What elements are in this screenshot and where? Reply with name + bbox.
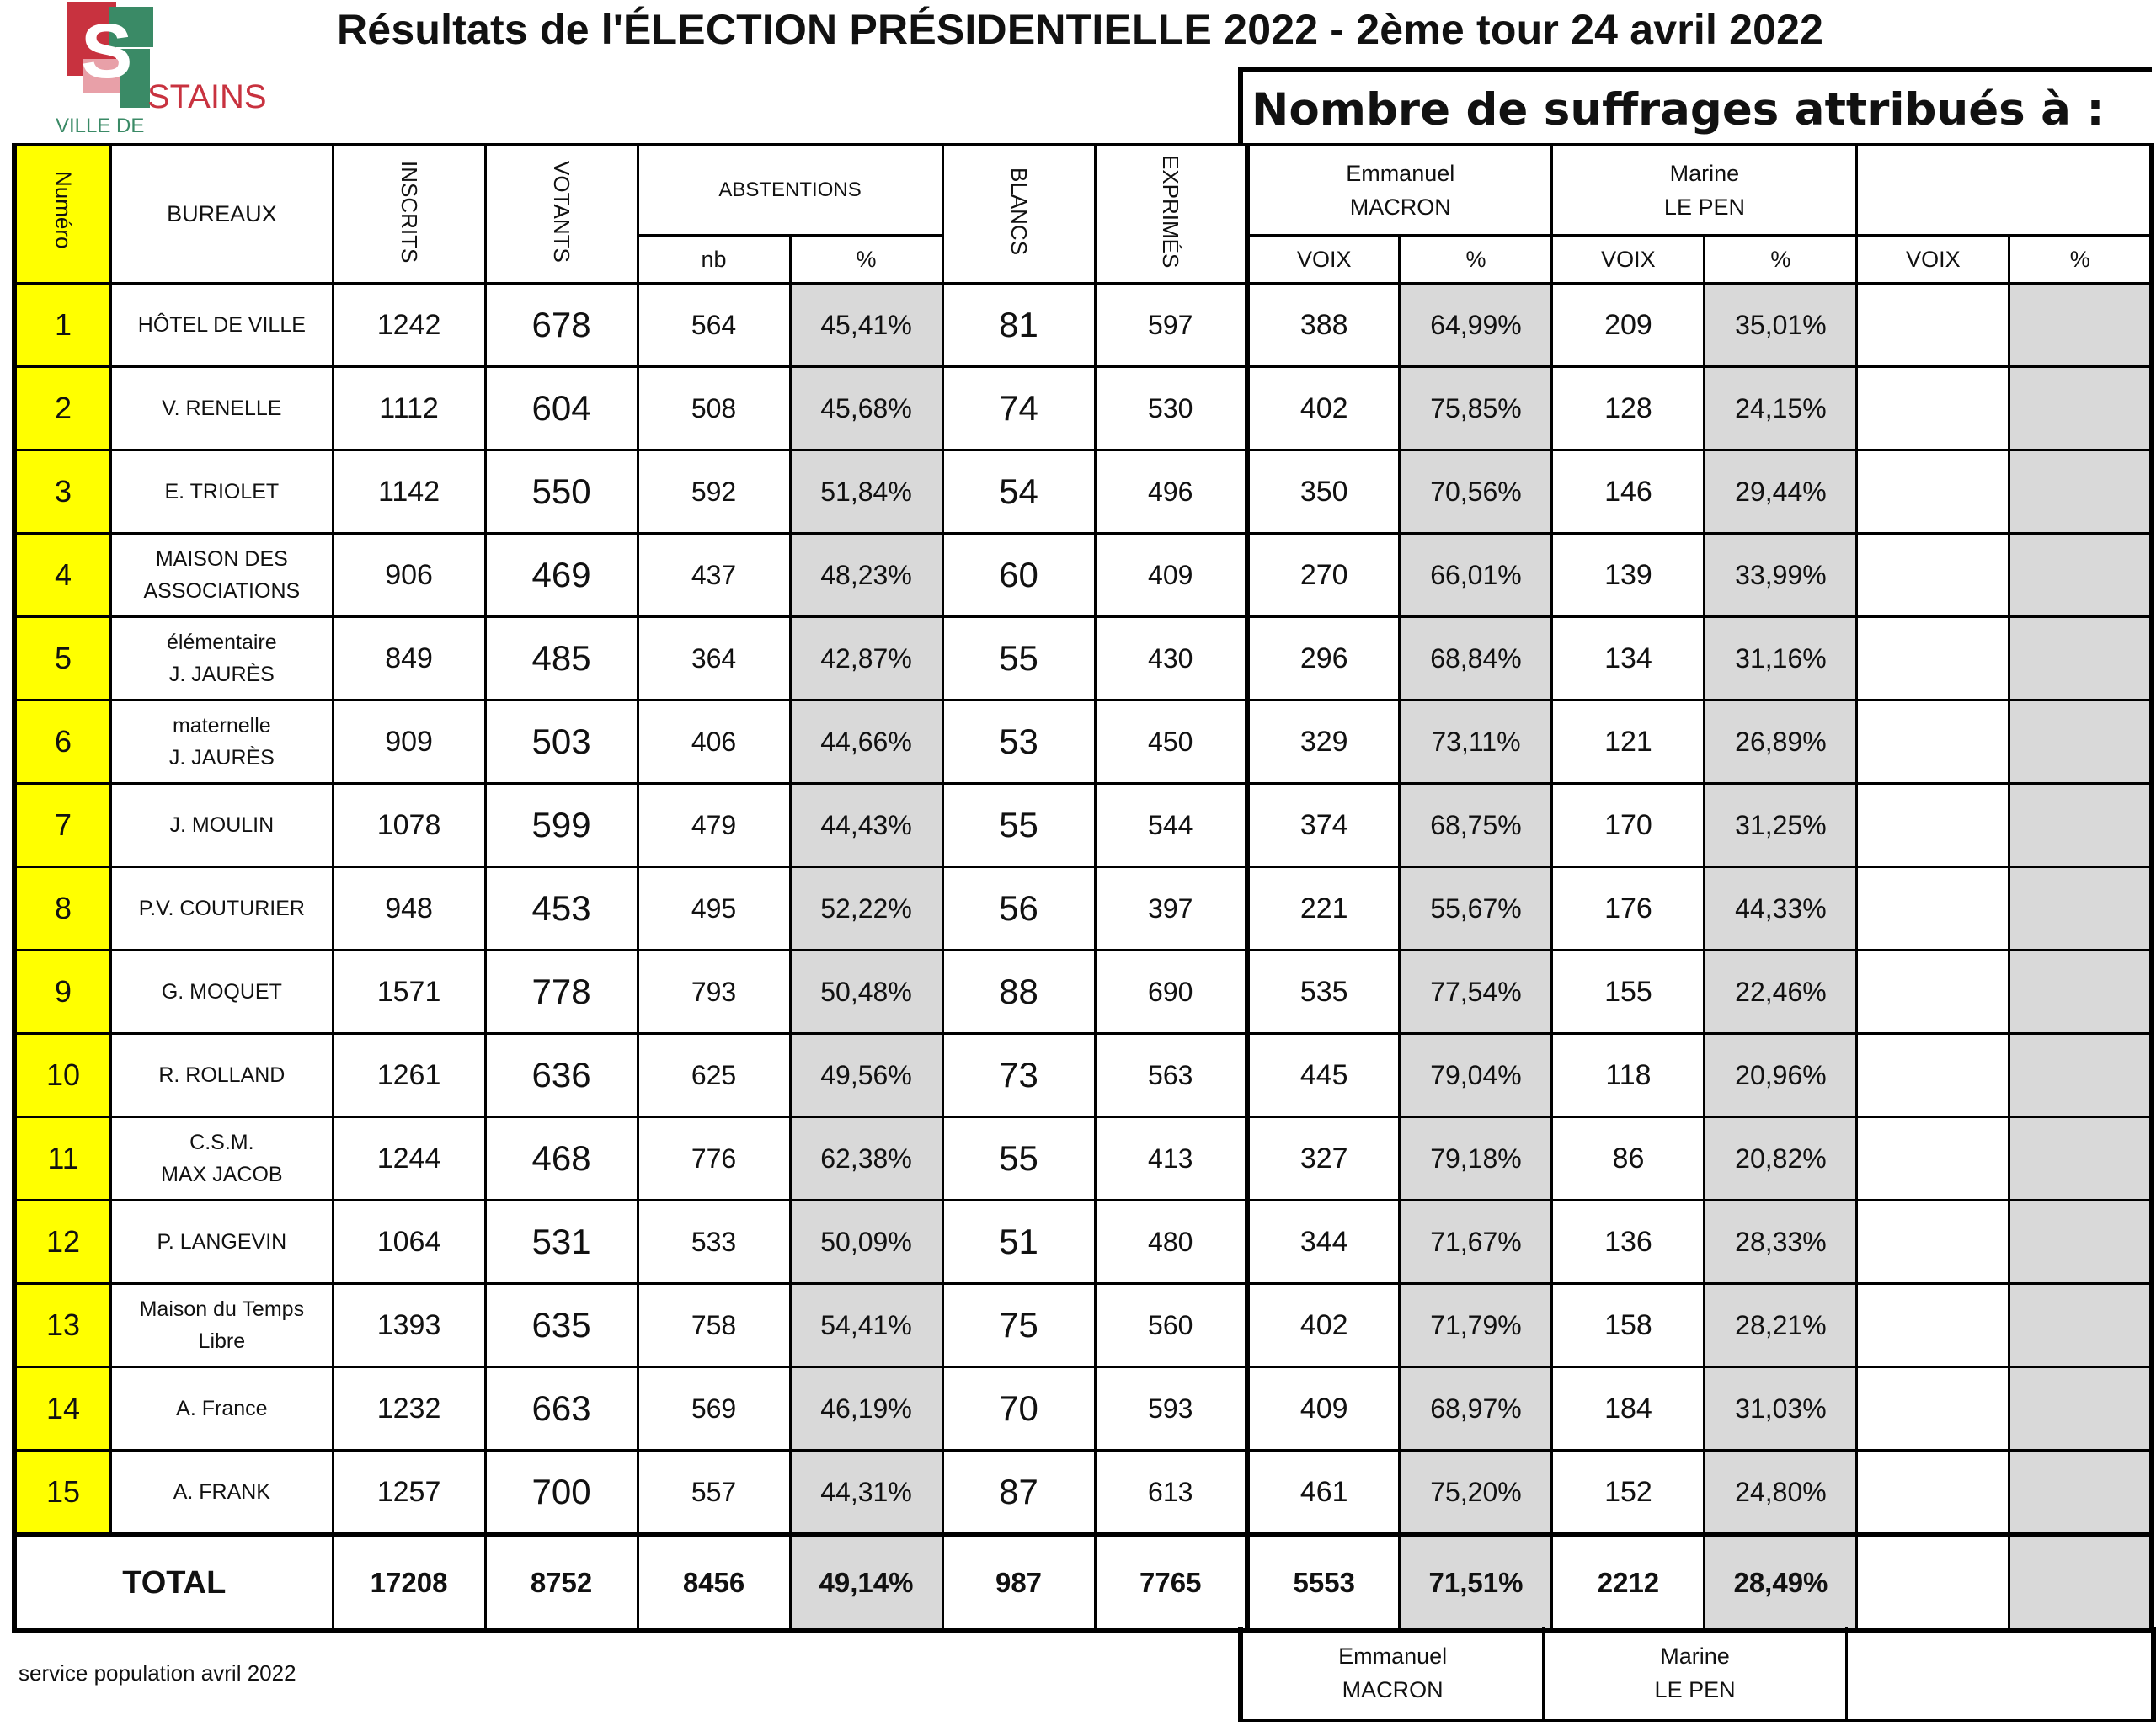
- c2-voix-value: 152: [1552, 1451, 1705, 1536]
- total-label: TOTAL: [14, 1535, 333, 1631]
- c1-pct-value: 77,54%: [1400, 951, 1552, 1034]
- abstentions-pct-value: 48,23%: [790, 534, 942, 617]
- c1-voix-value: 350: [1247, 450, 1400, 534]
- table-row: [14, 1117, 2152, 1201]
- total-c3-pct: [2009, 1535, 2152, 1631]
- inscrits-value: 1232: [333, 1367, 485, 1451]
- abstentions-pct-value: 50,48%: [790, 951, 942, 1034]
- bureau-line-1: R. ROLLAND: [158, 1063, 286, 1087]
- c3-pct-value: [2009, 1201, 2152, 1284]
- stains-logo: [51, 0, 286, 139]
- c3-pct-value: [2009, 867, 2152, 951]
- blancs-value: 55: [942, 1117, 1095, 1201]
- votants-value: 599: [485, 784, 638, 867]
- row-number: 14: [14, 1367, 111, 1451]
- c2-voix-value: 209: [1552, 284, 1705, 367]
- header-abs-nb: nb: [638, 236, 790, 284]
- bureau-line-1: G. MOQUET: [161, 980, 282, 1004]
- c2-pct-value: 24,80%: [1705, 1451, 1857, 1536]
- row-number: 1: [14, 284, 111, 367]
- total-votants: 8752: [485, 1535, 638, 1631]
- abstentions-nb-value: 793: [638, 951, 790, 1034]
- exprimes-value: 613: [1095, 1451, 1247, 1536]
- bureau-name: [111, 784, 333, 867]
- exprimes-value: 690: [1095, 951, 1247, 1034]
- c1-pct-value: 79,18%: [1400, 1117, 1552, 1201]
- table-row: [14, 617, 2152, 701]
- abstentions-nb-value: 592: [638, 450, 790, 534]
- table-row: [14, 784, 2152, 867]
- table-row: [14, 534, 2152, 617]
- abstentions-nb-value: 758: [638, 1284, 790, 1367]
- c3-voix-value: [1857, 784, 2009, 867]
- inscrits-value: 1261: [333, 1034, 485, 1117]
- header-numero: Numéro: [14, 145, 111, 284]
- total-c3-voix: [1857, 1535, 2009, 1631]
- c2-pct-value: 20,96%: [1705, 1034, 1857, 1117]
- exprimes-value: 430: [1095, 617, 1247, 701]
- inscrits-value: 906: [333, 534, 485, 617]
- bureau-name: [111, 1201, 333, 1284]
- c1-voix-value: 329: [1247, 701, 1400, 784]
- exprimes-value: 530: [1095, 367, 1247, 450]
- c1-pct-value: 75,85%: [1400, 367, 1552, 450]
- c1-voix-value: 445: [1247, 1034, 1400, 1117]
- c3-voix-value: [1857, 367, 2009, 450]
- header-exprimes: EXPRIMÉS: [1095, 145, 1247, 284]
- votants-value: 604: [485, 367, 638, 450]
- c1-pct-value: 55,67%: [1400, 867, 1552, 951]
- c3-voix-value: [1857, 450, 2009, 534]
- abstentions-nb-value: 437: [638, 534, 790, 617]
- c3-voix-value: [1857, 284, 2009, 367]
- abstentions-nb-value: 564: [638, 284, 790, 367]
- abstentions-nb-value: 406: [638, 701, 790, 784]
- blancs-value: 73: [942, 1034, 1095, 1117]
- bureau-line-1: Maison du Temps: [139, 1297, 305, 1321]
- abstentions-pct-value: 46,19%: [790, 1367, 942, 1451]
- header-c1-voix: VOIX: [1247, 236, 1400, 284]
- abstentions-pct-value: 45,68%: [790, 367, 942, 450]
- inscrits-value: 1257: [333, 1451, 485, 1536]
- abstentions-pct-value: 62,38%: [790, 1117, 942, 1201]
- c2-pct-value: 31,03%: [1705, 1367, 1857, 1451]
- c3-voix-value: [1857, 951, 2009, 1034]
- inscrits-value: 1078: [333, 784, 485, 867]
- exprimes-value: 397: [1095, 867, 1247, 951]
- c3-pct-value: [2009, 951, 2152, 1034]
- c3-pct-value: [2009, 784, 2152, 867]
- c3-voix-value: [1857, 1034, 2009, 1117]
- c3-pct-value: [2009, 284, 2152, 367]
- row-number: 6: [14, 701, 111, 784]
- footer-note: service population avril 2022: [19, 1660, 296, 1686]
- c1-voix-value: 296: [1247, 617, 1400, 701]
- row-number: 5: [14, 617, 111, 701]
- c2-pct-value: 31,16%: [1705, 617, 1857, 701]
- bureau-line-2: J. JAURÈS: [168, 663, 275, 686]
- inscrits-value: 1064: [333, 1201, 485, 1284]
- c3-pct-value: [2009, 1367, 2152, 1451]
- c2-pct-value: 22,46%: [1705, 951, 1857, 1034]
- exprimes-value: 593: [1095, 1367, 1247, 1451]
- inscrits-value: 1142: [333, 450, 485, 534]
- c2-voix-value: 86: [1552, 1117, 1705, 1201]
- bureau-name: [111, 367, 333, 450]
- c3-pct-value: [2009, 450, 2152, 534]
- bureau-line-1: MAISON DES: [155, 547, 288, 571]
- c2-voix-value: 146: [1552, 450, 1705, 534]
- bureau-name: [111, 1117, 333, 1201]
- c1-pct-value: 79,04%: [1400, 1034, 1552, 1117]
- c1-pct-value: 71,79%: [1400, 1284, 1552, 1367]
- abstentions-pct-value: 51,84%: [790, 450, 942, 534]
- c3-voix-value: [1857, 534, 2009, 617]
- blancs-value: 53: [942, 701, 1095, 784]
- total-c1-pct: 71,51%: [1400, 1535, 1552, 1631]
- row-number: 4: [14, 534, 111, 617]
- c3-voix-value: [1857, 701, 2009, 784]
- votants-value: 469: [485, 534, 638, 617]
- bureau-name: [111, 450, 333, 534]
- row-number: 12: [14, 1201, 111, 1284]
- header-candidate-3: [1857, 145, 2152, 236]
- c1-voix-value: 344: [1247, 1201, 1400, 1284]
- table-row: [14, 951, 2152, 1034]
- abstentions-pct-value: 50,09%: [790, 1201, 942, 1284]
- header-abs-pct: %: [790, 236, 942, 284]
- table-row: [14, 1034, 2152, 1117]
- row-number: 10: [14, 1034, 111, 1117]
- header-c3-voix: VOIX: [1857, 236, 2009, 284]
- total-exprimes: 7765: [1095, 1535, 1247, 1631]
- logo-name: STAINS: [147, 78, 267, 115]
- bureau-line-1: J. MOULIN: [169, 813, 275, 837]
- abstentions-nb-value: 364: [638, 617, 790, 701]
- c2-voix-value: 158: [1552, 1284, 1705, 1367]
- results-table: [12, 143, 2154, 1633]
- abstentions-nb-value: 533: [638, 1201, 790, 1284]
- c1-voix-value: 461: [1247, 1451, 1400, 1536]
- votants-value: 485: [485, 617, 638, 701]
- row-number: 8: [14, 867, 111, 951]
- exprimes-value: 413: [1095, 1117, 1247, 1201]
- bureau-line-1: maternelle: [172, 714, 271, 738]
- exprimes-value: 544: [1095, 784, 1247, 867]
- c3-voix-value: [1857, 617, 2009, 701]
- bureau-line-1: élémentaire: [167, 631, 277, 654]
- c3-voix-value: [1857, 1201, 2009, 1284]
- footer-candidate-1: Emmanuel MACRON: [1241, 1627, 1544, 1721]
- c3-pct-value: [2009, 617, 2152, 701]
- header-inscrits: INSCRITS: [333, 145, 485, 284]
- inscrits-value: 948: [333, 867, 485, 951]
- logo-prefix: VILLE DE: [56, 115, 145, 137]
- suffrages-heading: Nombre de suffrages attribués à :: [1238, 67, 2152, 145]
- votants-value: 700: [485, 1451, 638, 1536]
- table-row: [14, 701, 2152, 784]
- c2-pct-value: 31,25%: [1705, 784, 1857, 867]
- bureau-name: [111, 701, 333, 784]
- c1-voix-value: 402: [1247, 367, 1400, 450]
- bureau-name: [111, 867, 333, 951]
- bureau-line-1: P.V. COUTURIER: [138, 897, 305, 920]
- bureau-line-1: A. France: [176, 1397, 268, 1420]
- row-number: 2: [14, 367, 111, 450]
- bureau-line-1: A. FRANK: [173, 1480, 270, 1504]
- blancs-value: 51: [942, 1201, 1095, 1284]
- blancs-value: 70: [942, 1367, 1095, 1451]
- total-abstentions-pct: 49,14%: [790, 1535, 942, 1631]
- table-row: [14, 1284, 2152, 1367]
- table-row: [14, 1367, 2152, 1451]
- c2-pct-value: 28,21%: [1705, 1284, 1857, 1367]
- c2-pct-value: 20,82%: [1705, 1117, 1857, 1201]
- exprimes-value: 496: [1095, 450, 1247, 534]
- c1-voix-value: 327: [1247, 1117, 1400, 1201]
- c1-voix-value: 388: [1247, 284, 1400, 367]
- total-row: [14, 1535, 2152, 1631]
- header-c2-pct: %: [1705, 236, 1857, 284]
- bureau-line-2: Libre: [198, 1329, 246, 1353]
- row-number: 7: [14, 784, 111, 867]
- bureau-name: [111, 951, 333, 1034]
- inscrits-value: 1571: [333, 951, 485, 1034]
- c2-voix-value: 176: [1552, 867, 1705, 951]
- bureau-name: [111, 1451, 333, 1536]
- c2-pct-value: 29,44%: [1705, 450, 1857, 534]
- votants-value: 778: [485, 951, 638, 1034]
- table-row: [14, 867, 2152, 951]
- blancs-value: 87: [942, 1451, 1095, 1536]
- c1-voix-value: 535: [1247, 951, 1400, 1034]
- header-c2-voix: VOIX: [1552, 236, 1705, 284]
- exprimes-value: 450: [1095, 701, 1247, 784]
- header-c1-pct: %: [1400, 236, 1552, 284]
- votants-value: 453: [485, 867, 638, 951]
- bureau-line-1: C.S.M.: [189, 1131, 254, 1154]
- c1-voix-value: 374: [1247, 784, 1400, 867]
- c2-voix-value: 121: [1552, 701, 1705, 784]
- c3-voix-value: [1857, 867, 2009, 951]
- c1-pct-value: 68,97%: [1400, 1367, 1552, 1451]
- abstentions-pct-value: 45,41%: [790, 284, 942, 367]
- abstentions-pct-value: 52,22%: [790, 867, 942, 951]
- c1-voix-value: 221: [1247, 867, 1400, 951]
- votants-value: 635: [485, 1284, 638, 1367]
- blancs-value: 75: [942, 1284, 1095, 1367]
- inscrits-value: 1242: [333, 284, 485, 367]
- c2-voix-value: 170: [1552, 784, 1705, 867]
- c3-voix-value: [1857, 1284, 2009, 1367]
- inscrits-value: 849: [333, 617, 485, 701]
- bureau-line-2: J. JAURÈS: [168, 746, 275, 770]
- header-blancs: BLANCS: [942, 145, 1095, 284]
- c2-voix-value: 184: [1552, 1367, 1705, 1451]
- total-inscrits: 17208: [333, 1535, 485, 1631]
- total-blancs: 987: [942, 1535, 1095, 1631]
- c1-pct-value: 75,20%: [1400, 1451, 1552, 1536]
- blancs-value: 55: [942, 617, 1095, 701]
- table-row: [14, 1451, 2152, 1536]
- blancs-value: 74: [942, 367, 1095, 450]
- c2-pct-value: 35,01%: [1705, 284, 1857, 367]
- table-row: [14, 367, 2152, 450]
- bureau-line-1: HÔTEL DE VILLE: [137, 313, 306, 337]
- votants-value: 503: [485, 701, 638, 784]
- inscrits-value: 1112: [333, 367, 485, 450]
- bureau-name: [111, 284, 333, 367]
- footer-candidate-3: [1846, 1627, 2153, 1721]
- total-c1-voix: 5553: [1247, 1535, 1400, 1631]
- c2-voix-value: 134: [1552, 617, 1705, 701]
- c3-pct-value: [2009, 1284, 2152, 1367]
- c2-pct-value: 33,99%: [1705, 534, 1857, 617]
- total-c2-pct: 28,49%: [1705, 1535, 1857, 1631]
- c1-pct-value: 64,99%: [1400, 284, 1552, 367]
- c1-pct-value: 70,56%: [1400, 450, 1552, 534]
- votants-value: 678: [485, 284, 638, 367]
- c1-voix-value: 402: [1247, 1284, 1400, 1367]
- header-candidate-1: Emmanuel MACRON: [1247, 145, 1552, 236]
- abstentions-pct-value: 49,56%: [790, 1034, 942, 1117]
- row-number: 11: [14, 1117, 111, 1201]
- c1-pct-value: 66,01%: [1400, 534, 1552, 617]
- header-c3-pct: %: [2009, 236, 2152, 284]
- bureau-name: [111, 534, 333, 617]
- total-c2-voix: 2212: [1552, 1535, 1705, 1631]
- votants-value: 636: [485, 1034, 638, 1117]
- abstentions-pct-value: 54,41%: [790, 1284, 942, 1367]
- bureau-name: [111, 1284, 333, 1367]
- c2-voix-value: 139: [1552, 534, 1705, 617]
- c1-pct-value: 73,11%: [1400, 701, 1552, 784]
- page-title: Résultats de l'ÉLECTION PRÉSIDENTIELLE 2022 - 2ème tour 24 avril 2022: [337, 6, 1824, 53]
- blancs-value: 56: [942, 867, 1095, 951]
- table-row: [14, 284, 2152, 367]
- bureau-line-1: V. RENELLE: [162, 397, 282, 420]
- total-abstentions-nb: 8456: [638, 1535, 790, 1631]
- c3-pct-value: [2009, 701, 2152, 784]
- bureau-name: [111, 617, 333, 701]
- c3-pct-value: [2009, 1451, 2152, 1536]
- blancs-value: 60: [942, 534, 1095, 617]
- row-number: 9: [14, 951, 111, 1034]
- votants-value: 531: [485, 1201, 638, 1284]
- c2-voix-value: 128: [1552, 367, 1705, 450]
- c1-voix-value: 409: [1247, 1367, 1400, 1451]
- c2-pct-value: 44,33%: [1705, 867, 1857, 951]
- row-number: 3: [14, 450, 111, 534]
- c3-voix-value: [1857, 1117, 2009, 1201]
- c3-pct-value: [2009, 1117, 2152, 1201]
- row-number: 13: [14, 1284, 111, 1367]
- abstentions-pct-value: 42,87%: [790, 617, 942, 701]
- votants-value: 663: [485, 1367, 638, 1451]
- blancs-value: 54: [942, 450, 1095, 534]
- blancs-value: 88: [942, 951, 1095, 1034]
- bureau-line-1: E. TRIOLET: [164, 480, 280, 503]
- footer-candidate-2: Marine LE PEN: [1544, 1627, 1847, 1721]
- c3-voix-value: [1857, 1367, 2009, 1451]
- c1-pct-value: 71,67%: [1400, 1201, 1552, 1284]
- c3-voix-value: [1857, 1451, 2009, 1536]
- header-votants: VOTANTS: [485, 145, 638, 284]
- c1-voix-value: 270: [1247, 534, 1400, 617]
- c1-pct-value: 68,75%: [1400, 784, 1552, 867]
- c2-voix-value: 136: [1552, 1201, 1705, 1284]
- exprimes-value: 563: [1095, 1034, 1247, 1117]
- votants-value: 468: [485, 1117, 638, 1201]
- table-row: [14, 1201, 2152, 1284]
- abstentions-nb-value: 625: [638, 1034, 790, 1117]
- abstentions-nb-value: 557: [638, 1451, 790, 1536]
- inscrits-value: 1393: [333, 1284, 485, 1367]
- abstentions-pct-value: 44,43%: [790, 784, 942, 867]
- exprimes-value: 409: [1095, 534, 1247, 617]
- c3-pct-value: [2009, 367, 2152, 450]
- bureau-name: [111, 1034, 333, 1117]
- exprimes-value: 597: [1095, 284, 1247, 367]
- exprimes-value: 480: [1095, 1201, 1247, 1284]
- c1-pct-value: 68,84%: [1400, 617, 1552, 701]
- votants-value: 550: [485, 450, 638, 534]
- bureau-line-2: ASSOCIATIONS: [143, 579, 301, 603]
- abstentions-nb-value: 495: [638, 867, 790, 951]
- footer-candidates: [1238, 1627, 2156, 1722]
- bureau-name: [111, 1367, 333, 1451]
- c2-pct-value: 28,33%: [1705, 1201, 1857, 1284]
- abstentions-pct-value: 44,31%: [790, 1451, 942, 1536]
- header-candidate-2: Marine LE PEN: [1552, 145, 1857, 236]
- inscrits-value: 909: [333, 701, 485, 784]
- bureau-line-1: P. LANGEVIN: [157, 1230, 287, 1254]
- blancs-value: 55: [942, 784, 1095, 867]
- exprimes-value: 560: [1095, 1284, 1247, 1367]
- row-number: 15: [14, 1451, 111, 1536]
- table-row: [14, 450, 2152, 534]
- c2-pct-value: 24,15%: [1705, 367, 1857, 450]
- c3-pct-value: [2009, 534, 2152, 617]
- inscrits-value: 1244: [333, 1117, 485, 1201]
- header-abstentions: ABSTENTIONS: [638, 145, 942, 236]
- c2-voix-value: 155: [1552, 951, 1705, 1034]
- abstentions-nb-value: 479: [638, 784, 790, 867]
- abstentions-nb-value: 776: [638, 1117, 790, 1201]
- logo-letter: S: [81, 8, 133, 94]
- abstentions-nb-value: 508: [638, 367, 790, 450]
- bureau-line-2: MAX JACOB: [161, 1163, 283, 1186]
- c3-pct-value: [2009, 1034, 2152, 1117]
- abstentions-nb-value: 569: [638, 1367, 790, 1451]
- header-bureaux: BUREAUX: [111, 145, 333, 284]
- c2-voix-value: 118: [1552, 1034, 1705, 1117]
- abstentions-pct-value: 44,66%: [790, 701, 942, 784]
- c2-pct-value: 26,89%: [1705, 701, 1857, 784]
- blancs-value: 81: [942, 284, 1095, 367]
